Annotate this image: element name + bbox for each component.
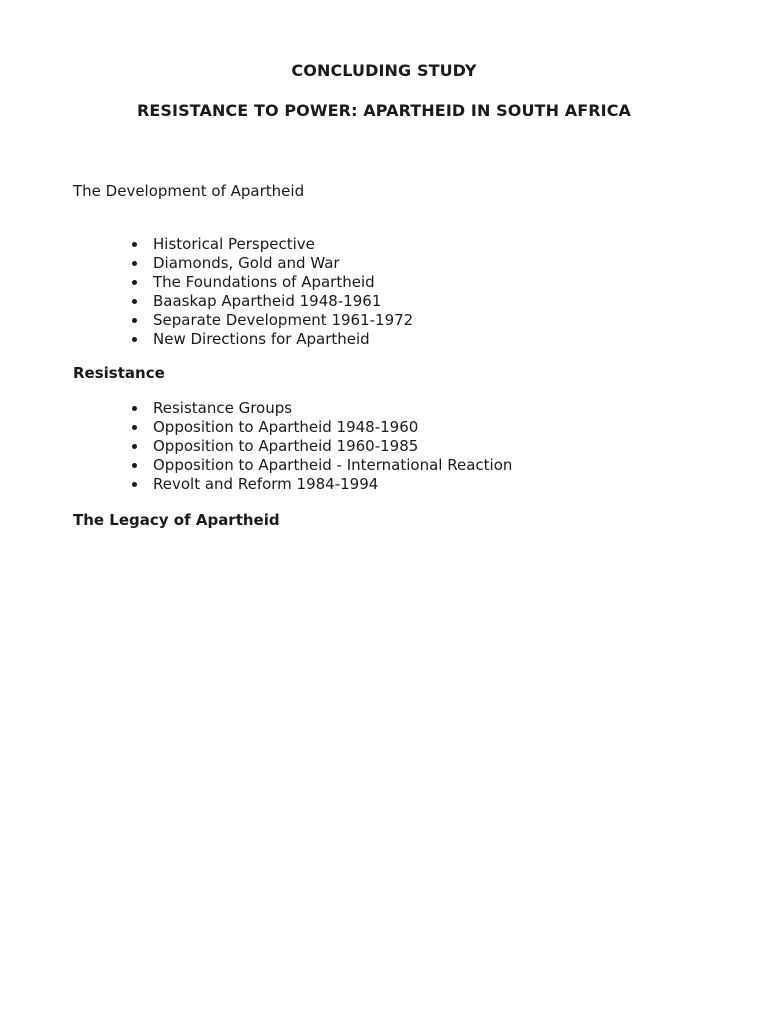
list-item <box>130 399 512 418</box>
bullet-icon <box>132 425 137 430</box>
page-subtitle: RESISTANCE TO POWER: APARTHEID IN SOUTH AFRICA <box>136 101 632 120</box>
list-item <box>130 292 413 311</box>
list-item-label: Resistance Groups <box>153 399 293 417</box>
list-item-label: The Foundations of Apartheid <box>153 273 375 291</box>
list-item <box>130 475 512 494</box>
bullet-icon <box>132 444 137 449</box>
list-item <box>130 311 413 330</box>
list-item <box>130 456 512 475</box>
list-item-label: Opposition to Apartheid 1960-1985 <box>153 437 419 455</box>
list-item-label: Revolt and Reform 1984-1994 <box>153 475 379 493</box>
section-heading-development: The Development of Apartheid <box>73 182 305 200</box>
list-item-label: Baaskap Apartheid 1948-1961 <box>153 292 382 310</box>
list-item <box>130 235 413 254</box>
list-item-label: Opposition to Apartheid 1948-1960 <box>153 418 419 436</box>
list-item-label: Historical Perspective <box>153 235 315 253</box>
list-item-label: New Directions for Apartheid <box>153 330 370 348</box>
list-item-label: Opposition to Apartheid - International Reaction <box>153 456 513 474</box>
bullet-icon <box>132 280 137 285</box>
page-title: CONCLUDING STUDY <box>291 61 477 80</box>
development-topic-list <box>130 235 413 349</box>
list-item <box>130 254 413 273</box>
list-item-label: Diamonds, Gold and War <box>153 254 340 272</box>
bullet-icon <box>132 318 137 323</box>
section-heading-legacy: The Legacy of Apartheid <box>73 511 280 529</box>
bullet-icon <box>132 482 137 487</box>
bullet-icon <box>132 261 137 266</box>
bullet-icon <box>132 242 137 247</box>
bullet-icon <box>132 337 137 342</box>
bullet-icon <box>132 299 137 304</box>
bullet-icon <box>132 406 137 411</box>
list-item-label: Separate Development 1961-1972 <box>153 311 414 329</box>
list-item <box>130 273 413 292</box>
list-item <box>130 330 413 349</box>
list-item <box>130 437 512 456</box>
resistance-topic-list <box>130 399 512 494</box>
bullet-icon <box>132 463 137 468</box>
list-item <box>130 418 512 437</box>
section-heading-resistance: Resistance <box>73 364 165 382</box>
